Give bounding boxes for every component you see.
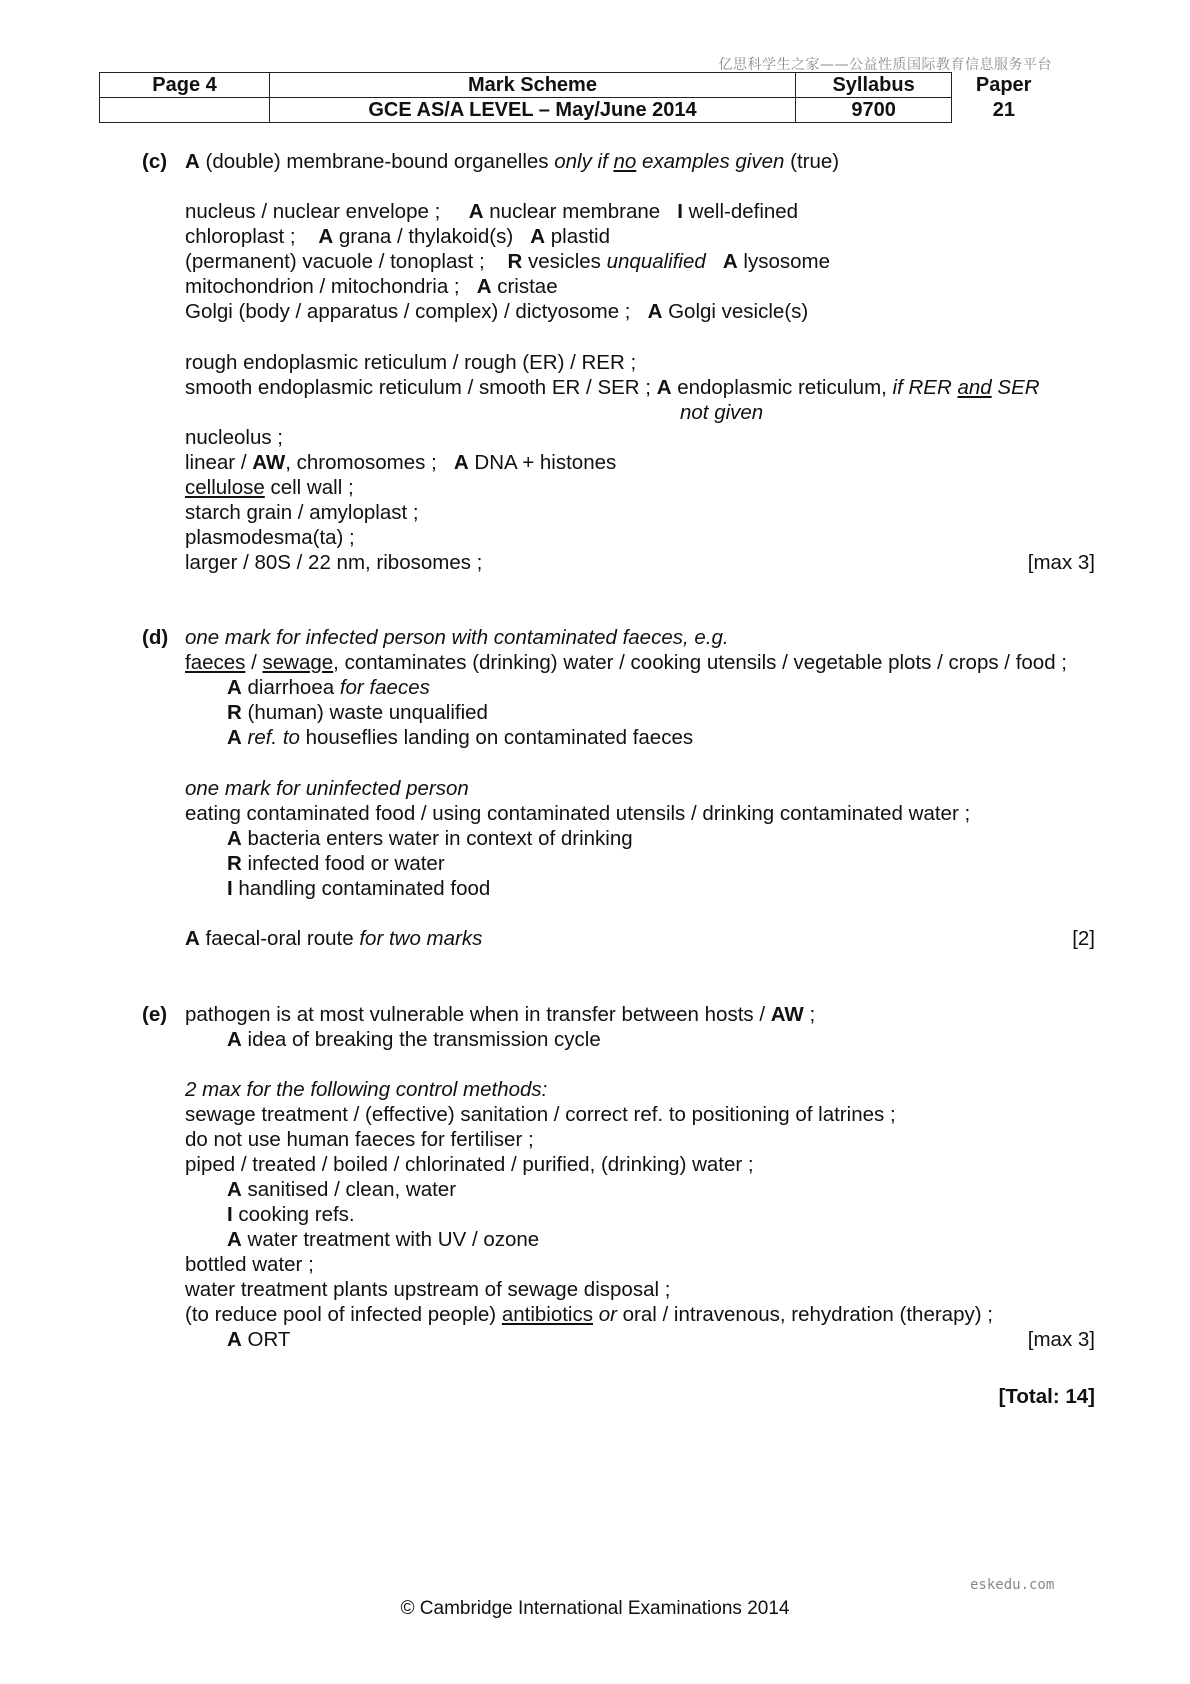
e-line-5: do not use human faeces for fertiliser ; (185, 1128, 534, 1151)
e-line-11: water treatment plants upstream of sewage disposal ; (185, 1278, 671, 1301)
d-line-1: one mark for infected person with contaminated faeces, e.g. (185, 626, 729, 649)
d-line-5: A ref. to houseflies landing on contaminated faeces (227, 726, 694, 749)
d-line-2: faeces / sewage, contaminates (drinking) water / cooking utensils / vegetable plots / crops / food ; (185, 651, 1067, 674)
watermark-bottom: eskedu.com (970, 1577, 1055, 1593)
part-e-label: (e) (142, 1003, 168, 1026)
footer-copyright: © Cambridge International Examinations 2014 (400, 1598, 790, 1619)
e-line-13: A ORT (227, 1328, 291, 1351)
e-line-10: bottled water ; (185, 1253, 314, 1276)
d-line-3: A diarrhoea for faeces (227, 676, 430, 699)
part-d-label: (d) (142, 626, 169, 649)
c-row-nucleus: nucleus / nuclear envelope ; A nuclear membrane I well-defined (185, 200, 799, 223)
c-row-cell-wall: cellulose cell wall ; (185, 476, 354, 499)
e-line-3: 2 max for the following control methods: (185, 1078, 548, 1101)
header-mark-scheme: Mark Scheme (270, 73, 796, 98)
e-line-8: I cooking refs. (227, 1203, 355, 1226)
c-row-nucleolus: nucleolus ; (185, 426, 284, 449)
e-line-12: (to reduce pool of infected people) antibiotics or oral / intravenous, rehydration (therapy) ; (185, 1303, 993, 1326)
header-syllabus-code: 9700 (795, 98, 951, 123)
d-line-6: one mark for uninfected person (185, 777, 469, 800)
c-row-ser: smooth endoplasmic reticulum / smooth ER / SER ; A endoplasmic reticulum, if RER and SER (185, 376, 1040, 399)
part-c-label: (c) (142, 150, 168, 173)
d-line-4: R (human) waste unqualified (227, 701, 488, 724)
header-paper-number: 21 (992, 99, 1016, 121)
c-row-ser-continued: not given (680, 401, 764, 424)
e-line-4: sewage treatment / (effective) sanitation / correct ref. to positioning of latrines ; (185, 1103, 896, 1126)
d-mark: [2] (1072, 927, 1095, 950)
e-line-9: A water treatment with UV / ozone (227, 1228, 540, 1251)
c-row-golgi: Golgi (body / apparatus / complex) / dictyosome ; A Golgi vesicle(s) (185, 300, 809, 323)
e-line-7: A sanitised / clean, water (227, 1178, 457, 1201)
e-line-6: piped / treated / boiled / chlorinated / purified, (drinking) water ; (185, 1153, 754, 1176)
c-row-rer: rough endoplasmic reticulum / rough (ER) / RER ; (185, 351, 637, 374)
c-row-chloroplast: chloroplast ; A grana / thylakoid(s) A plastid (185, 225, 611, 248)
c-row-chromosomes: linear / AW, chromosomes ; A DNA + histones (185, 451, 617, 474)
watermark-top: 亿思科学生之家——公益性质国际教育信息服务平台 (718, 57, 1052, 73)
d-line-11: A faecal-oral route for two marks (185, 927, 483, 950)
header-table (99, 72, 1056, 123)
d-line-9: R infected food or water (227, 852, 445, 875)
c-row-vacuole: (permanent) vacuole / tonoplast ; R vesicles unqualified A lysosome (185, 250, 830, 273)
total-mark: [Total: 14] (998, 1385, 1095, 1408)
header-page: Page 4 (100, 73, 270, 98)
c-max-mark: [max 3] (1027, 551, 1095, 574)
c-row-mitochondria: mitochondrion / mitochondria ; A cristae (185, 275, 558, 298)
d-line-7: eating contaminated food / using contaminated utensils / drinking contaminated water ; (185, 802, 971, 825)
header-empty-cell (100, 98, 270, 123)
c-row-ribosomes: larger / 80S / 22 nm, ribosomes ; (185, 551, 483, 574)
d-line-8: A bacteria enters water in context of drinking (227, 827, 633, 850)
d-line-10: I handling contaminated food (227, 877, 491, 900)
header-exam: GCE AS/A LEVEL – May/June 2014 (270, 98, 796, 123)
e-line-1: pathogen is at most vulnerable when in transfer between hosts / AW ; (185, 1003, 816, 1026)
c-line-1: A (double) membrane-bound organelles only if no examples given (true) (185, 150, 840, 173)
header-syllabus-label: Syllabus (795, 73, 951, 98)
c-row-starch: starch grain / amyloplast ; (185, 501, 419, 524)
c-row-plasmodesma: plasmodesma(ta) ; (185, 526, 355, 549)
e-line-2: A idea of breaking the transmission cycle (227, 1028, 601, 1051)
e-max-mark: [max 3] (1027, 1328, 1095, 1351)
header-paper-label: Paper (975, 74, 1032, 96)
